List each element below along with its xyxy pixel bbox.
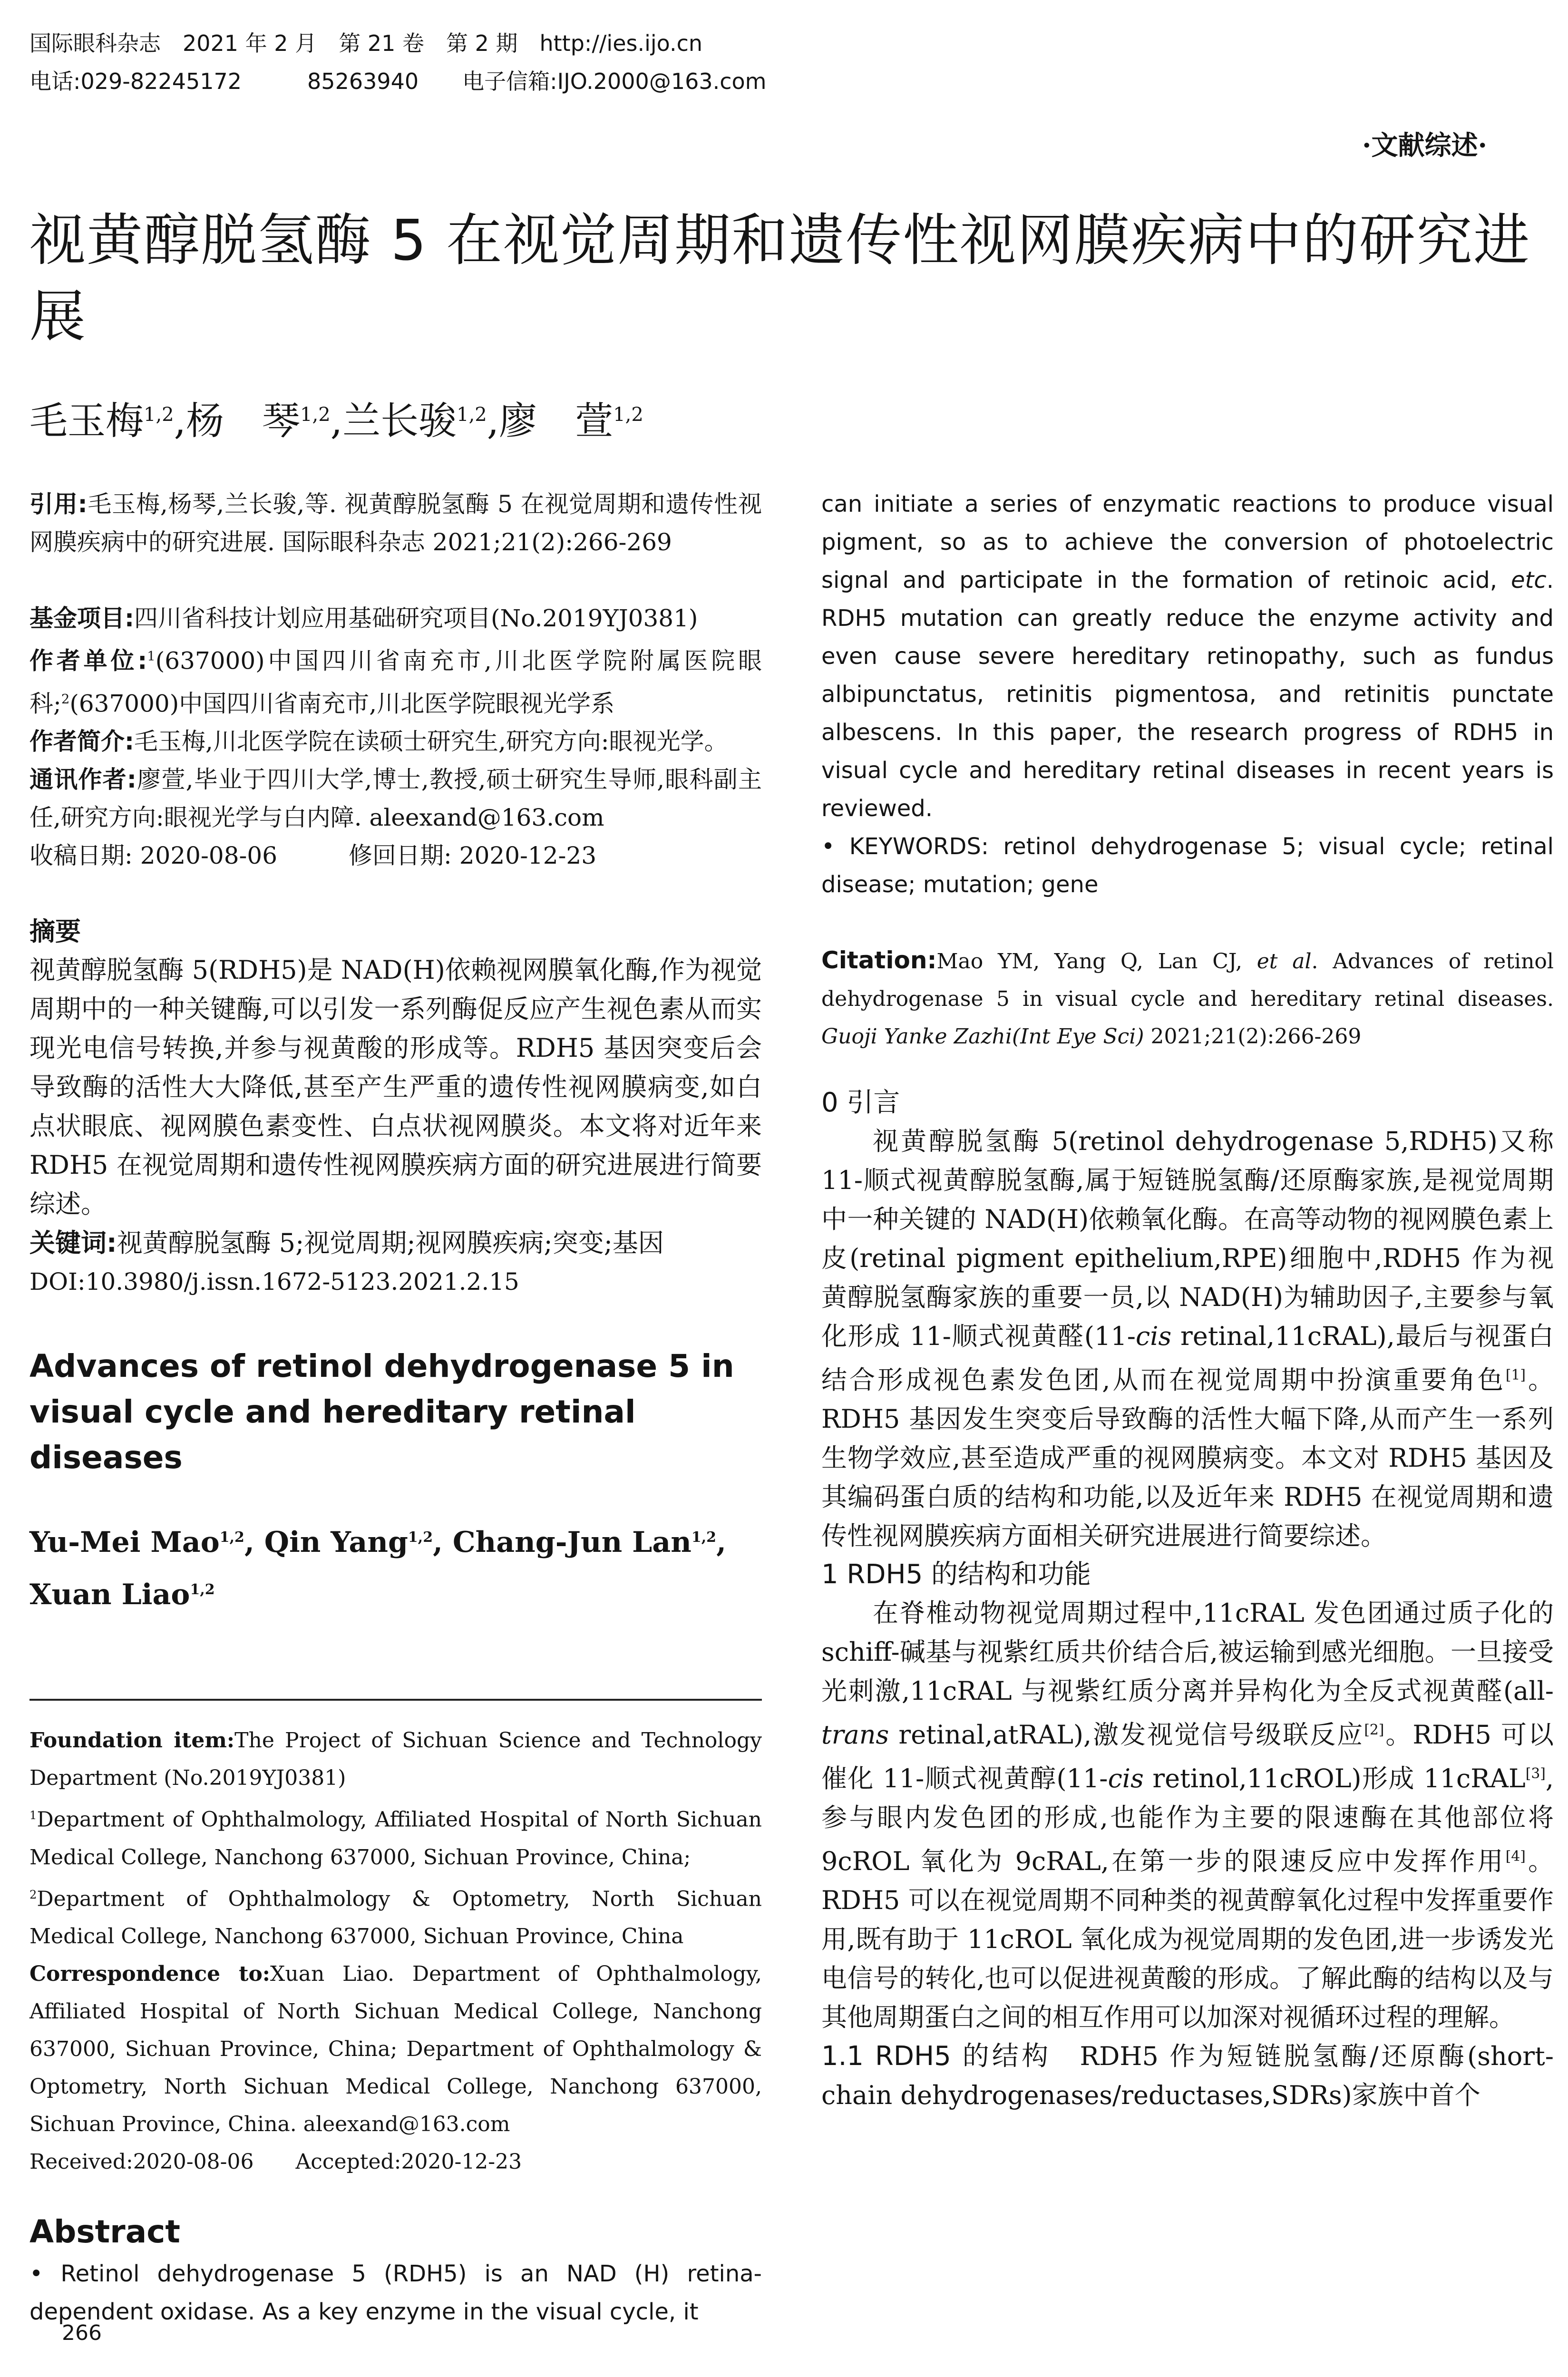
journal-header-line1: 国际眼科杂志 2021 年 2 月 第 21 卷 第 2 期 http://ies.ijo.cn (29, 30, 703, 56)
citation-text: 毛玉梅,杨琴,兰长骏,等. 视黄醇脱氢酶 5 在视觉周期和遗传性视网膜疾病中的研究进展. 国际眼科杂志 2021;21(2):266-269 (29, 490, 762, 556)
intro-label: 作者简介: (29, 728, 134, 756)
citation-en-text: 2021;21(2):266-269 (1150, 1024, 1362, 1049)
abstract-en-text: . RDH5 mutation can greatly reduce the enzyme activity and even cause severe hereditary retinopathy, such as fundus albipunctatus, retinitis pigmentosa, and retinitis punctate albescens. In this paper, the research progress of RDH5 in visual cycle and hereditary retinal diseases in recent years is reviewed. (821, 567, 1554, 822)
body-text: 。RDH5 基因发生突变后导致酶的活性大幅下降,从而产生一系列生物学效应,甚至造成严重的视网膜病变。本文对 RDH5 基因及其编码蛋白质的结构和功能,以及近年来 RDH5 在视觉周期和遗传性视网膜疾病方面相关研究进展进行简要综述。 (821, 1365, 1554, 1551)
keywords-en: • KEYWORDS: retinol dehydrogenase 5; visual cycle; retinal disease; mutation; gene (821, 833, 1554, 898)
section-0-heading: 0 引言 (821, 1087, 900, 1118)
right-column (821, 485, 1554, 2115)
abstract-text: 视黄醇脱氢酶 5(RDH5)是 NAD(H)依赖视网膜氧化酶,作为视觉周期中的一种关键酶,可以引发一系列酶促反应产生视色素从而实现光电信号转换,并参与视黄酸的形成等。RDH5 基因突变后会导致酶的活性大大降低,甚至产生严重的遗传性视网膜病变,如白点状眼底、视网膜色素变性、白点状视网膜炎。本文将对近年来 RDH5 在视觉周期和遗传性视网膜疾病方面的研究进展进行简要综述。 (29, 955, 762, 1219)
abstract-en-etc: etc (1510, 567, 1547, 594)
author-units (29, 637, 762, 722)
citation-en-etal: et al (1256, 949, 1312, 974)
correspondence-en (29, 1955, 762, 2143)
reference-marker[interactable]: [2] (1364, 1722, 1384, 1738)
author-affil-sup: 1,2 (144, 404, 174, 426)
unit-sup: 2 (61, 691, 70, 707)
section-1-heading: 1 RDH5 的结构和功能 (821, 1559, 1091, 1590)
corresponding-author (29, 760, 762, 837)
author-name-en: Xuan Liao (29, 1578, 190, 1612)
citation-label: 引用: (29, 490, 88, 518)
abstract-en-heading: Abstract (29, 2213, 180, 2250)
author-affil-sup: 1,2 (613, 404, 643, 426)
corr-text: 廖萱,毕业于四川大学,博士,教授,硕士研究生导师,眼科副主任,研究方向:眼视光学与白内障. aleexand@163.com (29, 766, 762, 832)
article-title: 视黄醇脱氢酶 5 在视觉周期和遗传性视网膜疾病中的研究进展 (29, 207, 1531, 349)
body-text: RDH5 作为短链脱氢酶/还原酶(short-chain dehydrogenases/reductases,SDRs)家族中首个 (821, 2041, 1554, 2110)
body-text: retinal,11cRAL),最后与视蛋白结合形成视色素发色团,从而在视觉周期中扮演重要角色 (821, 1321, 1554, 1395)
foundation-item (29, 1722, 762, 1797)
fund-item (29, 599, 762, 637)
unit-label: 作者单位: (29, 647, 147, 675)
author-affil-sup: 1,2 (691, 1529, 717, 1546)
section-0-text (821, 1122, 1554, 1556)
body-italic: cis (1135, 1321, 1172, 1351)
column-tag: ·文献综述· (1362, 130, 1487, 161)
citation-en-journal: Guoji Yanke Zazhi(Int Eye Sci) (821, 1024, 1144, 1049)
body-text: 视黄醇脱氢酶 5(retinol dehydrogenase 5,RDH5)又称 11-顺式视黄醇脱氢酶,属于短链脱氢酶/还原酶家族,是视觉周期中一种关键的 NAD(H)依赖氧化酶。在高等动物的视网膜色素上皮(retinal pigment epithelium,RPE)细胞中,RDH5 作为视黄醇脱氢酶家族的重要一员,以 NAD(H)为辅助因子,主要参与氧化形成 11-顺式视黄醛(11- (821, 1126, 1554, 1351)
section-1-1 (821, 2037, 1554, 2115)
reference-marker[interactable]: [1] (1505, 1367, 1526, 1383)
section-divider (29, 1699, 762, 1701)
citation-en-text: Mao YM, Yang Q, Lan CJ, (936, 949, 1242, 974)
body-text: 在脊椎动物视觉周期过程中,11cRAL 发色团通过质子化的 schiff-碱基与视紫红质共价结合后,被运输到感光细胞。一旦接受光刺激,11cRAL 与视紫红质分离并异构化为全反式视黄醛(all- (821, 1598, 1554, 1706)
author-name: 廖 萱 (499, 399, 614, 443)
body-italic: cis (1108, 1763, 1144, 1793)
page-number: 266 (62, 2321, 102, 2345)
reference-marker[interactable]: [4] (1505, 1848, 1526, 1865)
author-affil-sup: 1,2 (190, 1581, 215, 1598)
foundation-label: Foundation item: (29, 1728, 235, 1753)
keywords (29, 1224, 762, 1263)
left-column (29, 485, 762, 1618)
received-dates: 收稿日期: 2020-08-06 修回日期: 2020-12-23 (29, 842, 597, 870)
author-name-en: Qin Yang (264, 1526, 408, 1559)
intro-text: 毛玉梅,川北医学院在读硕士研究生,研究方向:眼视光学。 (134, 728, 728, 756)
citation-en-text: . Advances of retinol dehydrogenase 5 in visual cycle and hereditary retinal diseases. (821, 949, 1554, 1011)
author-name-en: Yu-Mei Mao (29, 1526, 220, 1559)
affil-sup: 2 (29, 1888, 37, 1901)
author-intro (29, 722, 762, 760)
fund-label: 基金项目: (29, 604, 134, 632)
english-front-matter (29, 1722, 762, 2331)
body-text: ,参与眼内发色团的形成,也能作为主要的限速酶在其他部位将 9cROL 氧化为 9cRAL,在第一步的限速反应中发挥作用 (821, 1763, 1554, 1876)
correspondence-text: Xuan Liao. Department of Ophthalmology, Affiliated Hospital of North Sichuan Medical College, Nanchong 637000, Sichuan Province, China; Department of Ophthalmology & Optometry, North Sichuan Medical College, Nanchong 637000, Sichuan Province, China. aleexand@163.com (29, 1962, 762, 2137)
foundation-text: The Project of Sichuan Science and Technology Department (No.2019YJ0381) (29, 1728, 762, 1790)
correspondence-label: Correspondence to: (29, 1962, 271, 1987)
section-1-text (821, 1594, 1554, 2037)
unit-sup: 1 (147, 649, 156, 664)
author-name-en: Chang-Jun Lan (452, 1526, 691, 1559)
author-affil-sup: 1,2 (408, 1529, 433, 1546)
section-1-1-heading: 1.1 RDH5 的结构 (821, 2041, 1052, 2072)
unit-text: (637000)中国四川省南充市,川北医学院眼视光学系 (69, 690, 615, 718)
keywords-label: 关键词: (29, 1228, 117, 1258)
author-name: 兰长骏 (342, 399, 457, 443)
body-text: retinal,atRAL),激发视觉信号级联反应 (889, 1720, 1364, 1750)
affiliation-1 (29, 1797, 762, 1876)
affil-text: Department of Ophthalmology, Affiliated Hospital of North Sichuan Medical College, Nanchong 637000, Sichuan Province, China; (29, 1807, 762, 1870)
author-list-en: Yu-Mei Mao$^{1,2}$, Qin Yang$^{1,2}$, Chang-Jun Lan$^{1,2}$, Xuan Liao$^{1,2}$ (29, 1526, 726, 1612)
body-text: retinol,11cROL)形成 11cRAL (1143, 1763, 1526, 1793)
author-name: 毛玉梅 (29, 399, 144, 443)
affil-sup: 1 (29, 1809, 37, 1822)
journal-header-line2: 电话:029-82245172 85263940 电子信箱:IJO.2000@163.com (29, 68, 767, 94)
abstract-en-continued (821, 485, 1554, 828)
citation-en (821, 942, 1554, 1055)
abstract-en-text: can initiate a series of enzymatic reactions to produce visual pigment, so as to achieve the conversion of photoelectric signal and participate in the formation of retinoic acid, (821, 491, 1554, 594)
body-italic: trans (821, 1720, 889, 1750)
author-affil-sup: 1,2 (219, 1529, 244, 1546)
body-text: 。RDH5 可以在视觉周期不同种类的视黄醇氧化过程中发挥重要作用,既有助于 11cROL 氧化成为视觉周期的发色团,进一步诱发光电信号的转化,也可以促进视黄酸的形成。了解此酶的结构以及与其他周期蛋白之间的相互作用可以加深对视循环过程的理解。 (821, 1846, 1554, 2032)
author-list-cn: 毛玉梅$^{1,2}$,杨 琴$^{1,2}$,兰长骏$^{1,2}$,廖 萱$^{1,2}$ (29, 399, 643, 443)
english-title: Advances of retinol dehydrogenase 5 in visual cycle and hereditary retinal diseases (29, 1348, 734, 1476)
abstract-heading: 摘要 (29, 916, 81, 947)
corr-label: 通讯作者: (29, 766, 136, 794)
citation-cn (29, 485, 762, 561)
reference-marker[interactable]: [3] (1525, 1765, 1546, 1782)
affiliation-2 (29, 1876, 762, 1956)
abstract-en-start: • Retinol dehydrogenase 5 (RDH5) is an NAD (H) retina-dependent oxidase. As a key enzyme in the visual cycle, it (29, 2260, 762, 2326)
author-name: 杨 琴 (186, 399, 301, 443)
citation-en-label: Citation: (821, 946, 937, 974)
keywords-text: 视黄醇脱氢酶 5;视觉周期;视网膜疾病;突变;基因 (117, 1228, 664, 1258)
author-affil-sup: 1,2 (300, 404, 331, 426)
unit-text: (637000)中国四川省南充市,川北医学院附属医院眼科; (29, 647, 762, 718)
author-affil-sup: 1,2 (457, 404, 487, 426)
affil-text: Department of Ophthalmology & Optometry, North Sichuan Medical College, Nanchong 637000, Sichuan Province, China (29, 1887, 762, 1949)
received-accepted-en: Received:2020-08-06 Accepted:2020-12-23 (29, 2150, 522, 2174)
fund-text: 四川省科技计划应用基础研究项目(No.2019YJ0381) (134, 604, 698, 632)
body-text: 。RDH5 可以催化 11-顺式视黄醇(11- (821, 1720, 1554, 1793)
doi: DOI:10.3980/j.issn.1672-5123.2021.2.15 (29, 1268, 519, 1296)
